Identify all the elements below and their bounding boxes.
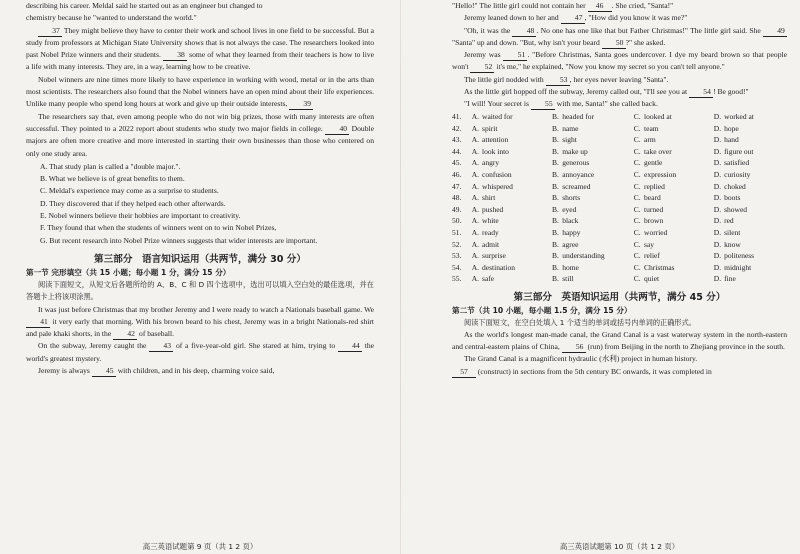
option-letter: C. <box>633 146 641 156</box>
option-text: screamed <box>562 181 591 191</box>
option-text: midnight <box>724 262 752 272</box>
cloze-paragraph <box>26 340 374 365</box>
option-text: look into <box>482 146 509 156</box>
story-paragraph <box>452 49 787 74</box>
paragraph-text: it very early that morning. With his brown beard to his chest, Jeremy was in a bright Nationals-red shirt and pale khaki shorts, in the <box>26 316 375 339</box>
option-letter: C. <box>633 181 641 191</box>
paragraph-text: "Santa" up and down. "But, why isn't your beard <box>452 37 600 47</box>
option-letter: C. <box>633 135 641 145</box>
option-text: shirt <box>482 193 496 203</box>
option-text: choked <box>724 181 746 191</box>
left-page <box>26 0 374 554</box>
blank-53: 53 <box>546 75 570 86</box>
paragraph-text: . She cried, "Santa!" <box>611 1 674 10</box>
option-text: Christmas <box>644 262 675 272</box>
option-a <box>40 161 374 173</box>
choice-row <box>452 111 787 123</box>
paragraph-text: The little girl nodded with <box>464 74 544 84</box>
paragraph-text: "Oh, it was the <box>464 25 511 35</box>
option-text: team <box>644 123 659 133</box>
option-text: But recent research into Nobel Prize winners suggests that wider interests are important. <box>49 235 318 245</box>
option-text: whispered <box>482 181 513 191</box>
paragraph-text: Jeremy is always <box>38 366 90 376</box>
story-paragraph <box>452 98 787 110</box>
option-text: beard <box>644 193 661 203</box>
option-letter: A. <box>471 169 480 179</box>
blank-39: 39 <box>289 99 313 110</box>
option-letter: A. <box>471 251 480 261</box>
option-letter: C. <box>633 227 641 237</box>
question-number: 44. <box>452 146 462 156</box>
option-text: hand <box>724 135 739 145</box>
option-text: spirit <box>482 123 498 133</box>
choice-row <box>452 261 787 273</box>
option-letter: B. <box>551 169 559 179</box>
question-number: 46. <box>452 169 462 179</box>
section2-title: 第二节（共 10 小题，每小题 1.5 分，满分 15 分） <box>452 305 632 315</box>
option-letter: D. <box>713 193 722 203</box>
paragraph-39 <box>26 74 374 111</box>
section2-instructions: 阅读下面短文，在空白处填入 1 个适当的单词或括号内单词的正确形式。 <box>464 317 696 327</box>
paragraph-text: "I will! Your secret is <box>464 99 529 109</box>
option-text: They found that when the students of winners went on to win Nobel Prizes, <box>47 223 277 233</box>
blank-37: 37 <box>38 26 62 37</box>
option-letter: B. <box>551 135 559 145</box>
question-number: 43. <box>452 135 462 145</box>
option-letter: B. <box>551 193 559 203</box>
option-text: still <box>562 274 574 284</box>
option-letter: B. <box>551 262 559 272</box>
blank-49: 49 <box>763 26 787 37</box>
blank-45: 45 <box>92 366 116 377</box>
blank-56: 56 <box>562 342 586 353</box>
option-key: C. <box>40 186 47 196</box>
question-number: 42. <box>452 123 462 133</box>
text-line: chemistry because he "wanted to understand the world." <box>26 13 197 23</box>
page-footer: 高三英语试题第 10 页（共 1 2 页） <box>559 542 680 551</box>
option-letter: B. <box>551 239 559 249</box>
option-text: shorts <box>562 193 581 203</box>
story-paragraph <box>452 0 787 12</box>
option-letter: C. <box>633 216 641 226</box>
choice-row <box>452 227 787 239</box>
option-letter: A. <box>471 123 480 133</box>
option-letter: A. <box>471 193 480 203</box>
option-letter: D. <box>713 135 722 145</box>
blank-44: 44 <box>338 341 362 352</box>
option-letter: A. <box>471 274 480 284</box>
option-key: B. <box>40 174 47 184</box>
paragraph-text: It was just before Christmas that my brother Jeremy and I were ready to watch a Nationals baseball game. We <box>38 304 374 314</box>
option-letter: D. <box>713 158 722 168</box>
option-letter: D. <box>713 251 722 261</box>
option-key: F. <box>40 223 46 233</box>
question-number: 49. <box>452 204 462 214</box>
grammar-paragraph <box>452 366 787 378</box>
option-letter: D. <box>713 239 722 249</box>
option-key: E. <box>40 211 47 221</box>
blank-51: 51 <box>503 50 527 61</box>
option-letter: B. <box>551 216 559 226</box>
option-letter: C. <box>633 251 641 261</box>
option-text: home <box>562 262 579 272</box>
option-text: They discovered that if they helped each other afterwards. <box>49 198 226 208</box>
choice-row <box>452 169 787 181</box>
option-text: worried <box>644 227 668 237</box>
question-number: 47. <box>452 181 462 191</box>
option-text: Meldal's experience may come as a surprise to students. <box>48 186 219 196</box>
option-text: waited for <box>482 111 513 121</box>
paragraph-text: with children, and in his deep, charming voice said, <box>117 366 275 376</box>
paragraph-text: the world's greatest mystery. <box>26 341 374 363</box>
paragraph-text: with me, Santa!" she called back. <box>556 99 658 109</box>
option-text: silent <box>724 227 741 237</box>
option-letter: A. <box>471 158 480 168</box>
option-letter: D. <box>713 169 722 179</box>
paragraph-text: (run) from Beijing in the north to Zhejiang province in the south. <box>587 342 785 352</box>
option-text: make up <box>562 146 588 156</box>
choice-row <box>452 180 787 192</box>
option-text: turned <box>644 204 664 214</box>
option-letter: C. <box>633 274 641 284</box>
paragraph-text: The researchers say that, even among people who do not win big prizes, those with many interests are often successful. They pointed to a 2022 report about students who study two major fields in college. <box>26 111 374 133</box>
choice-row <box>452 238 787 250</box>
option-text: black <box>562 216 579 226</box>
option-letter: B. <box>551 123 559 133</box>
option-text: know <box>724 239 741 249</box>
blank-55: 55 <box>531 99 555 110</box>
story-paragraph <box>452 86 787 98</box>
option-letter: C. <box>633 111 641 121</box>
option-text: What we believe is of great benefits to them. <box>48 174 185 184</box>
option-letter: C. <box>633 262 641 272</box>
option-letter: A. <box>471 216 480 226</box>
option-text: worked at <box>724 111 754 121</box>
paragraph-text: Double majors are often more creative and more interested in starting their own businesses than those who centered on only one study area. <box>26 123 374 158</box>
option-letter: B. <box>551 274 559 284</box>
paragraph-text: it's me," he explained, "Now you know my secret so you can't tell anyone." <box>496 62 725 72</box>
paragraph-text: As the little girl hopped off the subway, Jeremy called out, "I'll see you at <box>464 87 688 97</box>
choice-row <box>452 122 787 134</box>
choice-row <box>452 250 787 262</box>
option-text: ready <box>482 227 499 237</box>
choice-row <box>452 134 787 146</box>
blank-57: 57 <box>452 367 476 378</box>
choice-row <box>452 157 787 169</box>
option-text: gentle <box>644 158 663 168</box>
option-letter: D. <box>713 274 722 284</box>
page-fold <box>400 0 401 554</box>
option-e <box>40 210 374 222</box>
option-text: replied <box>644 181 665 191</box>
paragraph-text: of a five-year-old girl. She stared at him, trying to <box>175 341 336 351</box>
right-page <box>452 0 787 554</box>
option-text: Nobel winners believe their hobbies are important to creativity. <box>48 211 241 221</box>
option-key: G. <box>40 235 48 245</box>
option-text: boots <box>724 193 741 203</box>
cloze-paragraph <box>26 365 374 377</box>
blank-50: 50 <box>602 38 626 49</box>
option-text: understanding <box>562 251 605 261</box>
question-number: 54. <box>452 262 462 272</box>
story-paragraph <box>452 74 787 86</box>
option-letter: D. <box>713 146 722 156</box>
blank-41: 41 <box>26 317 50 328</box>
option-letter: B. <box>551 181 559 191</box>
option-text: name <box>562 123 579 133</box>
option-letter: A. <box>471 111 480 121</box>
paragraph-text: They might believe they have to center their work and school lives in one field to be successful. But a study from professors at Michigan State University shows that is not always the case. The researchers looked into past Nobel Prize winners and their students. <box>26 25 374 60</box>
section1-instructions: 阅读下面短文，从短文后各题所给的 A、B、C 和 D 四个选项中，选出可以填入空白处的最佳选项，并在答题卡上将该项涂黑。 <box>26 279 374 302</box>
option-text: agree <box>562 239 579 249</box>
option-letter: A. <box>471 239 480 249</box>
option-text: quiet <box>644 274 660 284</box>
option-letter: B. <box>551 227 559 237</box>
option-letter: B. <box>551 204 559 214</box>
option-letter: C. <box>633 204 641 214</box>
option-text: annoyance <box>562 169 595 179</box>
option-text: headed for <box>562 111 595 121</box>
option-text: surprise <box>482 251 506 261</box>
option-text: happy <box>562 227 581 237</box>
option-letter: C. <box>633 169 641 179</box>
question-number: 48. <box>452 193 462 203</box>
option-f <box>40 222 374 234</box>
blank-40: 40 <box>325 124 349 135</box>
option-text: arm <box>644 135 656 145</box>
option-text: sight <box>562 135 577 145</box>
paragraph-text: Nobel winners are nine times more likely to have experience in working with wood, metal or in the arts than most scientists. The researchers also found that the Nobel winners have an open mind about their life experiences. Unlike many people who spend long hours at work and give up their outside interests, <box>26 74 374 109</box>
choice-row <box>452 192 787 204</box>
story-paragraph <box>452 25 787 50</box>
paragraph-text: "Hello!" The little girl could not contain her <box>452 1 586 10</box>
paragraph-text: As the world's longest man-made canal, the Grand Canal is a vast waterway system in the north-eastern and central-eastern plains of China, <box>452 329 787 352</box>
option-d <box>40 198 374 210</box>
option-letter: B. <box>551 158 559 168</box>
option-text: confusion <box>482 169 512 179</box>
story-paragraph <box>452 12 787 24</box>
option-letter: A. <box>471 146 480 156</box>
option-text: politeness <box>724 251 755 261</box>
option-letter: A. <box>471 181 480 191</box>
option-letter: D. <box>713 181 722 191</box>
option-text: eyed <box>562 204 577 214</box>
blank-46: 46 <box>588 1 612 12</box>
cloze-paragraph <box>26 304 374 341</box>
option-g <box>40 235 374 247</box>
option-letter: A. <box>471 135 480 145</box>
question-number: 51. <box>452 227 462 237</box>
options-list <box>40 161 374 247</box>
option-letter: D. <box>713 216 722 226</box>
option-text: say <box>644 239 655 249</box>
option-letter: B. <box>551 251 559 261</box>
option-text: safe <box>482 274 495 284</box>
grammar-paragraph <box>452 353 787 365</box>
blank-42: 42 <box>113 329 137 340</box>
page-footer: 高三英语试题第 9 页（共 1 2 页） <box>142 542 258 551</box>
option-text: generous <box>562 158 590 168</box>
option-letter: D. <box>713 262 722 272</box>
blank-52: 52 <box>470 62 494 73</box>
option-c <box>40 185 374 197</box>
choice-row <box>452 273 787 285</box>
option-letter: C. <box>633 239 641 249</box>
paragraph-text: (construct) in sections from the 5th century BC onwards, it was completed in <box>477 366 712 376</box>
option-text: red <box>724 216 734 226</box>
option-letter: B. <box>551 146 559 156</box>
text-line: describing his career. Meldal said he started out as an engineer but changed to <box>26 1 263 10</box>
choice-row <box>452 145 787 157</box>
option-text: take over <box>644 146 672 156</box>
question-number: 45. <box>452 158 462 168</box>
choice-row <box>452 215 787 227</box>
option-text: attention <box>482 135 509 145</box>
blank-47: 47 <box>561 13 585 24</box>
option-text: brown <box>644 216 664 226</box>
paragraph-text: On the subway, Jeremy caught the <box>38 341 147 351</box>
option-letter: A. <box>471 227 480 237</box>
option-text: destination <box>482 262 515 272</box>
option-letter: C. <box>633 158 641 168</box>
part3-title: 第三部分 语言知识运用（共两节，满分 30 分） <box>94 253 306 265</box>
part3-title: 第三部分 英语知识运用（共两节，满分 45 分） <box>513 291 726 303</box>
question-number: 53. <box>452 251 462 261</box>
option-text: fine <box>724 274 736 284</box>
option-text: pushed <box>482 204 504 214</box>
paragraph-text: Jeremy leaned down to her and <box>464 13 559 23</box>
option-text: angry <box>482 158 500 168</box>
option-text: admit <box>482 239 500 249</box>
grammar-paragraph <box>452 329 787 354</box>
option-key: D. <box>40 198 48 208</box>
option-text: satisfied <box>724 158 750 168</box>
paragraph-text: . "Before Christmas, Santa goes undercover. I dye my beard brown so that people won't <box>452 50 787 72</box>
paragraph-text: of baseball. <box>139 329 175 339</box>
paragraph-text: some of what they learned from their teachers is how to live a life with many interests. They are, in a way, learning how to be creative. <box>26 50 374 72</box>
paragraph-text: . No one has one like that but Father Christmas!" The little girl said. She <box>536 25 761 35</box>
option-letter: B. <box>551 111 559 121</box>
option-letter: D. <box>713 123 722 133</box>
option-text: figure out <box>724 146 754 156</box>
blank-38: 38 <box>163 50 187 61</box>
option-letter: C. <box>633 193 641 203</box>
option-text: showed <box>724 204 748 214</box>
blank-54: 54 <box>689 87 713 98</box>
choices-table <box>452 111 787 285</box>
blank-43: 43 <box>149 341 173 352</box>
option-text: expression <box>644 169 677 179</box>
paragraph-text: Jeremy was <box>464 50 501 60</box>
section1-title: 第一节 完形填空（共 15 小题；每小题 1 分，满分 15 分） <box>26 267 231 277</box>
paragraph-37 <box>26 25 374 74</box>
option-letter: D. <box>713 111 722 121</box>
option-letter: D. <box>713 227 722 237</box>
option-text: relief <box>644 251 660 261</box>
option-letter: A. <box>471 204 480 214</box>
paragraph-text: ! Be good!" <box>713 87 749 97</box>
paragraph-text: , her eyes never leaving "Santa". <box>569 74 669 84</box>
choice-row <box>452 203 787 215</box>
question-number: 50. <box>452 216 462 226</box>
question-number: 52. <box>452 239 462 249</box>
option-letter: A. <box>471 262 480 272</box>
option-b <box>40 173 374 185</box>
blank-48: 48 <box>512 26 536 37</box>
option-text: curiosity <box>724 169 751 179</box>
option-letter: D. <box>713 204 722 214</box>
option-text: white <box>482 216 499 226</box>
option-text: looked at <box>644 111 672 121</box>
paragraph-text: , "How did you know it was me?" <box>584 13 688 23</box>
paragraph-text: The Grand Canal is a magnificent hydraulic (水利) project in human history. <box>464 354 698 364</box>
option-key: A. <box>40 161 48 171</box>
paragraph-40 <box>26 111 374 160</box>
option-text: That study plan is called a "double major.". <box>49 161 181 171</box>
option-letter: C. <box>633 123 641 133</box>
question-number: 55. <box>452 274 462 284</box>
question-number: 41. <box>452 111 462 121</box>
option-text: hope <box>724 123 739 133</box>
paragraph-text: ?" she asked. <box>625 37 666 47</box>
